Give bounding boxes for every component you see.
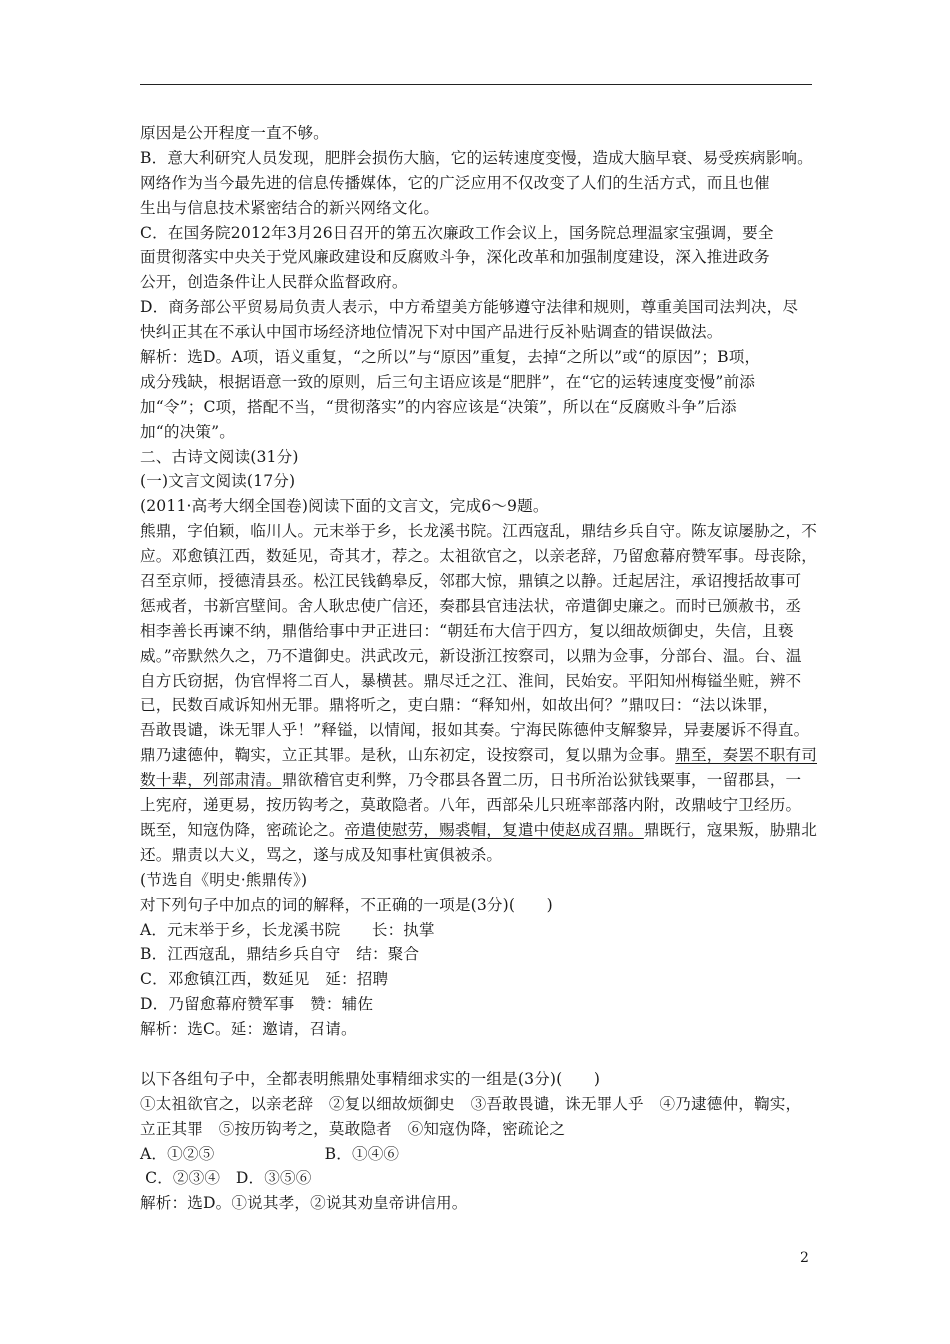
question-options: 立正其罪 ⑤按历钩考之，莫敢隐者 ⑥知寇伪降，密疏论之 — [140, 1119, 566, 1138]
blank-line — [140, 1042, 820, 1067]
analysis: 加“的决策”。 — [140, 422, 235, 441]
passage-line — [140, 818, 820, 843]
passage-text: 鼎乃逮德仲，鞫实，立正其罪。是秋，山东初定，设按察司，复以鼎为佥事。 — [140, 746, 676, 765]
text-line: 面贯彻落实中央关于党风廉政建设和反腐败斗争，深化改革和加强制度建设，深入推进政务 — [140, 248, 770, 267]
choice-d: D．乃留愈幕府赞军事 赞：辅佐 — [140, 995, 374, 1014]
choices-ab: A．①②⑤ B．①④⑥ — [140, 1144, 400, 1163]
underlined-sentence: 帝遣使慰劳，赐裘帽，复遣中使赵成召鼎。 — [344, 820, 644, 839]
text-line: 网络作为当今最先进的信息传播媒体，它的广泛应用不仅改变了人们的生活方式，而且也催 — [140, 173, 770, 192]
subsection-heading: (一)文言文阅读(17分) — [140, 472, 296, 491]
header-rule — [140, 84, 812, 85]
choices-cd: C．②③④ D．③⑤⑥ — [140, 1169, 312, 1188]
passage-text: 既至，知寇伪降，密疏论之。 — [140, 820, 345, 839]
analysis: 加“令”；C项，搭配不当，“贯彻落实”的内容应该是“决策”，所以在“反腐败斗争”后添 — [140, 397, 737, 416]
analysis: 成分残缺，根据语意一致的原则，后三句主语应该是“肥胖”，在“它的运转速度变慢”前添 — [140, 372, 756, 391]
passage-text: 鼎欲稽官吏利弊，乃令郡县各置二历，日书所治讼狱钱粟事，一留郡县，一 — [281, 771, 802, 790]
passage-line: 应。邓愈镇江西，数延见，奇其才，荐之。太祖欲官之，以亲老辞，乃留愈幕府赞军事。母丧除， — [140, 547, 817, 566]
passage-line: 上宪府，递更易，按历钩考之，莫敢隐者。八年，西部朵儿只班率部落内附，改鼎岐宁卫经历。 — [140, 796, 802, 815]
option-c: C．在国务院2012年3月26日召开的第五次廉政工作会议上，国务院总理温家宝强调，要全 — [140, 223, 774, 242]
passage-line — [140, 743, 820, 768]
text-line: 快纠正其在不承认中国市场经济地位情况下对中国产品进行反补贴调查的错误做法。 — [140, 323, 723, 342]
passage-line: 还。鼎责以大义，骂之，遂与成及知事杜寅俱被杀。 — [140, 845, 503, 864]
question-7: 以下各组句子中，全都表明熊鼎处事精细求实的一组是(3分)( ) — [140, 1069, 601, 1088]
source-citation: (节选自《明史·熊鼎传》) — [140, 870, 308, 889]
document-body — [140, 121, 820, 1216]
passage-line — [140, 768, 820, 793]
section-heading: 二、古诗文阅读(31分) — [140, 447, 299, 466]
passage-line: 已，民数百咸诉知州无罪。鼎将听之，吏白鼎：“释知州，如故出何？”鼎叹曰：“法以诛罪， — [140, 696, 779, 715]
option-b: B．意大利研究人员发现，肥胖会损伤大脑，它的运转速度变慢，造成大脑早衰、易受疾病影响。 — [140, 148, 813, 167]
passage-line: 熊鼎，字伯颖，临川人。元末举于乡，长龙溪书院。江西寇乱，鼎结乡兵自守。陈友谅屡胁之，不 — [140, 522, 817, 541]
underlined-sentence: 数十辈，列部肃清。 — [140, 771, 282, 790]
passage-line: 吾敢畏谴，诛无罪人乎！”释镒，以情闻，报如其奏。宁海民陈德仲支解黎异，异妻屡诉不得直。 — [140, 721, 810, 740]
analysis: 解析：选D。①说其孝，②说其劝皇帝讲信用。 — [140, 1194, 468, 1213]
passage-text: 鼎既行，寇果叛，胁鼎北 — [643, 820, 817, 839]
instruction: (2011·高考大纲全国卷)阅读下面的文言文，完成6～9题。 — [140, 497, 549, 516]
passage-line: 召至京师，授德清县丞。松江民钱鹤皋反，邻郡大惊，鼎镇之以静。迁起居注，承诏搜括故事可 — [140, 572, 802, 591]
choice-b: B．江西寇乱，鼎结乡兵自守 结：聚合 — [140, 945, 420, 964]
analysis: 解析：选D。A项，语义重复，“之所以”与“原因”重复，去掉“之所以”或“的原因”；B项， — [140, 348, 761, 367]
passage-line: 威。”帝默然久之，乃不遣御史。洪武改元，新设浙江按察司，以鼎为佥事，分部台、温。台、温 — [140, 646, 802, 665]
text-line: 公开，创造条件让人民群众监督政府。 — [140, 273, 408, 292]
page-number: 2 — [800, 1250, 809, 1266]
analysis: 解析：选C。延：邀请，召请。 — [140, 1020, 357, 1039]
choice-a: A．元末举于乡，长龙溪书院 长：执掌 — [140, 920, 435, 939]
option-d: D．商务部公平贸易局负责人表示，中方希望美方能够遵守法律和规则，尊重美国司法判决，尽 — [140, 298, 799, 317]
passage-line: 自方氏窃据，伪官悍将二百人，暴横甚。鼎尽迁之江、淮间，民始安。平阳知州梅镒坐赃，辨不 — [140, 671, 802, 690]
text-line: 生出与信息技术紧密结合的新兴网络文化。 — [140, 198, 440, 217]
passage-line: 相李善长再谏不纳，鼎偕给事中尹正进曰：“朝廷布大信于四方，复以细故烦御史，失信，且亵 — [140, 621, 794, 640]
text-line: 原因是公开程度一直不够。 — [140, 124, 329, 142]
choice-c: C．邓愈镇江西，数延见 延：招聘 — [140, 970, 389, 989]
question-6: 对下列句子中加点的词的解释，不正确的一项是(3分)( ) — [140, 895, 553, 914]
question-options: ①太祖欲官之，以亲老辞 ②复以细故烦御史 ③吾敢畏谴，诛无罪人乎 ④乃逮德仲，鞫实， — [140, 1094, 802, 1113]
passage-line: 惩戒者，书新宫壁间。舍人耿忠使广信还，奏郡县官违法状，帝遣御史廉之。而时已颁赦书，丞 — [140, 596, 802, 615]
underlined-sentence: 鼎至，奏罢不职有司 — [675, 746, 817, 765]
